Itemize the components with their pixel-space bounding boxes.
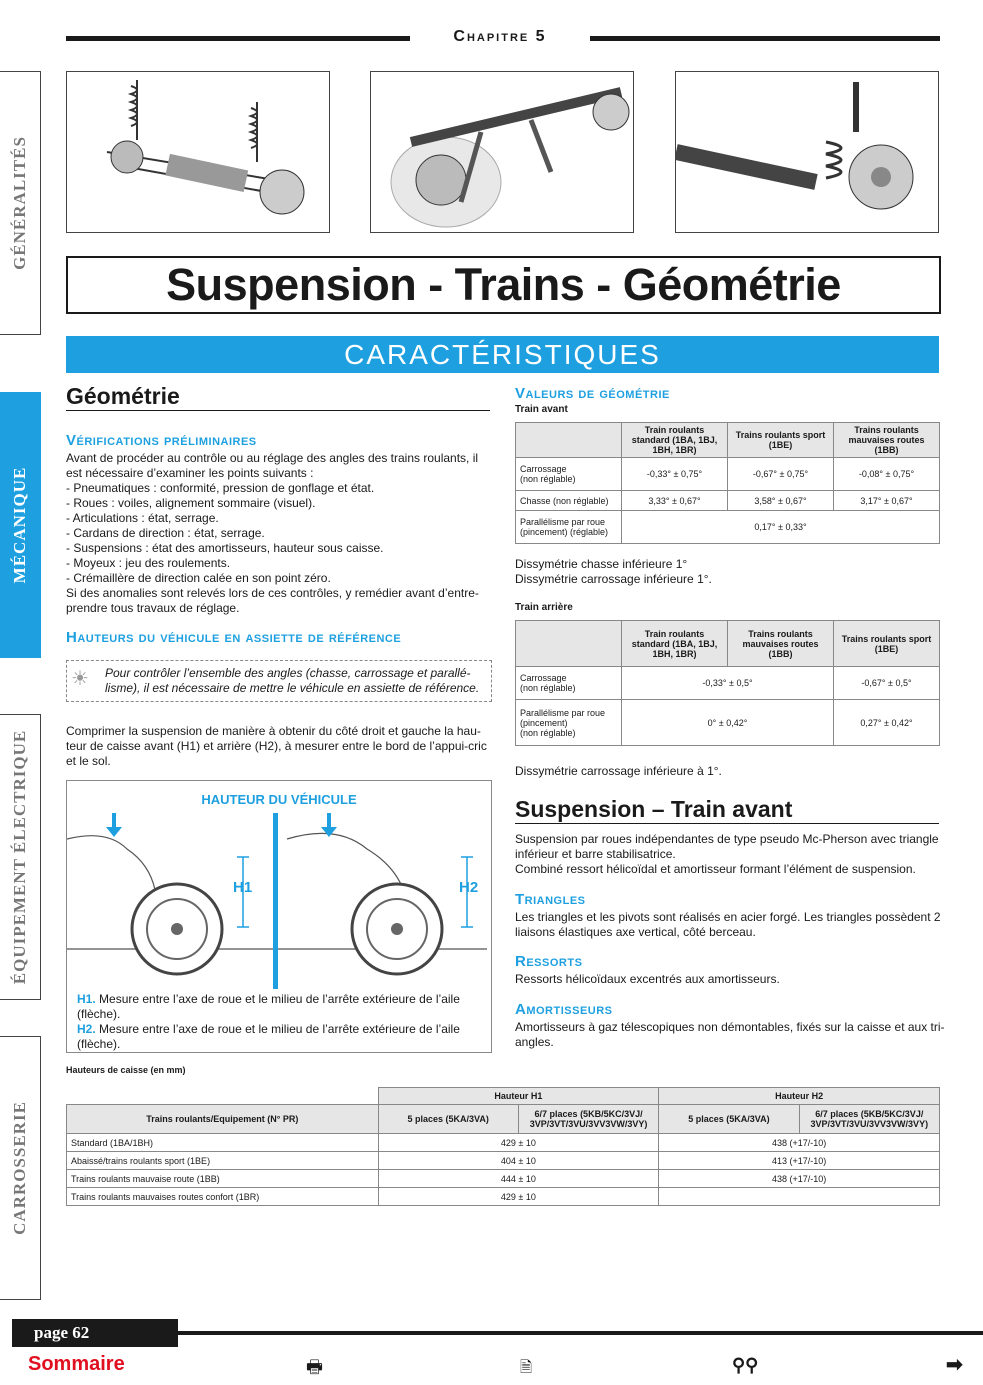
- suspension-heading: Suspension – Train avant: [515, 796, 939, 824]
- hauteurs-caisse-table: Hauteur H1 Hauteur H2 Trains roulants/Equipement (N° PR) 5 places (5KA/3VA) 6/7 places (5KB/5KC/3VJ/ 3VP/3VT/3VU/3VV3VW/3VY) 5 places (5KA/3VA) 6/7 places (5KB/5KC/3VJ/ 3VP/3VT/3VU/3VV3VW/3VY) Standard (1BA/1BH) 429 ± 10 438 (+17/-10) Abaissé/trains roulants sport (1BE) 404 ± 10 413 (+17/-10) Trains roulants mauvaise route (1BB) 444 ± 10 438 (+17/-10) Trains roulants mauvaises routes confort (1BR) 429 ± 10: [66, 1087, 940, 1206]
- tab-label: MÉCANIQUE: [10, 466, 29, 584]
- document-search-icon[interactable]: 🗎: [520, 1359, 533, 1376]
- page-title: Suspension - Trains - Géométrie: [66, 256, 941, 314]
- triangles-heading: Triangles: [515, 891, 586, 908]
- binoculars-icon[interactable]: ⚲⚲: [732, 1355, 759, 1375]
- lightbulb-icon: ☀: [71, 668, 89, 690]
- triangles-text: Les triangles et les pivots sont réalisés en acier forgé. Les triangles possèdent 2 liaisons élastiques axe vertical, côté berceau.: [515, 910, 941, 939]
- verif-text: Avant de procéder au contrôle ou au réglage des angles des trains roulants, il est nécessaire d’examiner les points suivants : - Pneumatiques : conformité, pression de gonflage et état. - Roues : voiles, alignement sommaire (visuel). - Articulations : état, serrage. - Cardans de direction : état, serrage. - Suspensions : état des amortisseurs, hauteur sous caisse. - Moyeux : jeu des roulements. - Crémaillère de direction calée en son point zéro. Si des anomalies sont relevés lors de ces contrôles, y remédier avant d’entre- prendre tous travaux de réglage.: [66, 451, 479, 615]
- ressorts-text: Ressorts hélicoïdaux excentrés aux amortisseurs.: [515, 972, 780, 986]
- train-arriere-table: Train roulants standard (1BA, 1BJ, 1BH, 1BR) Trains roulants mauvaises routes (1BB) Trains roulants sport (1BE) Carrossage (non réglable) -0,33° ± 0,5° -0,67° ± 0,5° Parallélisme par roue (pincement) (non réglable) 0° ± 0,42° 0,27° ± 0,42°: [515, 620, 940, 746]
- tab-label: GÉNÉRALITÉS: [10, 136, 29, 270]
- sommaire-link[interactable]: Sommaire: [28, 1353, 125, 1375]
- hauteurs-table-label: Hauteurs de caisse (en mm): [66, 1065, 186, 1075]
- section-banner: CARACTÉRISTIQUES: [66, 336, 939, 373]
- tab-carrosserie[interactable]: [0, 1036, 41, 1300]
- figure-title: HAUTEUR DU VÉHICULE: [201, 792, 357, 807]
- avant-notes: Dissymétrie chasse inférieure 1° Dissymétrie carrossage inférieure 1°.: [515, 557, 712, 586]
- chapter-title: Chapitre 5: [453, 28, 547, 45]
- page-number: page 62: [12, 1319, 178, 1347]
- train-avant-table: Train roulants standard (1BA, 1BJ, 1BH, 1BR) Trains roulants sport (1BE) Trains roulants mauvaises routes (1BB) Carrossage (non réglable) -0,33° ± 0,75° -0,67° ± 0,75° -0,08° ± 0,75° Chasse (non réglable) 3,33° ± 0,67° 3,58° ± 0,67° 3,17° ± 0,67° Parallélisme par roue (pincement) (réglable) 0,17° ± 0,33°: [515, 422, 940, 544]
- print-icon[interactable]: 🖶: [306, 1357, 323, 1377]
- geometrie-heading: Géométrie: [66, 383, 490, 411]
- rear-axle-photo-1: [370, 71, 634, 233]
- header-rule-left: [66, 36, 410, 41]
- tab-label: CARROSSERIE: [10, 1101, 29, 1235]
- tab-generalites[interactable]: [0, 71, 41, 335]
- hauteurs-heading: Hauteurs du véhicule en assiette de référence: [66, 629, 402, 646]
- note-text: Pour contrôler l’ensemble des angles (chasse, carrossage et parallé- lisme), il est nécessaire de mettre le véhicule en assiette de référence.: [105, 666, 480, 695]
- train-arriere-label: Train arrière: [515, 602, 573, 613]
- arriere-note: Dissymétrie carrossage inférieure à 1°.: [515, 764, 722, 778]
- h2-label: H2: [459, 879, 479, 896]
- vehicle-diagram: [67, 809, 491, 989]
- amortisseurs-text: Amortisseurs à gaz télescopiques non démontables, fixés sur la caisse et aux tri- angles.: [515, 1020, 945, 1049]
- train-avant-label: Train avant: [515, 404, 568, 415]
- rear-axle-photo-2: [675, 71, 939, 233]
- verif-heading: Vérifications préliminaires: [66, 432, 257, 449]
- header-rule-right: [590, 36, 940, 41]
- ressorts-heading: Ressorts: [515, 953, 583, 970]
- valeurs-heading: Valeurs de géométrie: [515, 385, 670, 402]
- vehicle-height-figure: [66, 780, 492, 1053]
- figure-caption: H1. Mesure entre l’axe de roue et le milieu de l’arrête extérieure de l’aile (flèche). H2. Mesure entre l’axe de roue et le milieu de l’arrête extérieure de l’aile (flèche).: [77, 992, 460, 1051]
- comprimer-text: Comprimer la suspension de manière à obtenir du côté droit et gauche la hau- teur de caisse avant (H1) et arrière (H2), à mesurer entre le bord de l’appui-cric et le sol.: [66, 724, 487, 768]
- suspension-intro: Suspension par roues indépendantes de type pseudo Mc-Pherson avec triangle inférieur et barre stabilisatrice. Combiné ressort hélicoïdal et amortisseur formant l’élément de suspension.: [515, 832, 939, 876]
- amortisseurs-heading: Amortisseurs: [515, 1001, 613, 1018]
- next-arrow-icon[interactable]: ➡: [946, 1354, 963, 1376]
- tab-equipement-electrique[interactable]: [0, 714, 41, 1000]
- tab-mecanique[interactable]: [0, 392, 41, 658]
- tab-label: ÉQUIPEMENT ÉLECTRIQUE: [10, 729, 29, 985]
- h1-label: H1: [233, 879, 253, 896]
- footer-rule: [178, 1331, 983, 1335]
- front-suspension-photo: [66, 71, 330, 233]
